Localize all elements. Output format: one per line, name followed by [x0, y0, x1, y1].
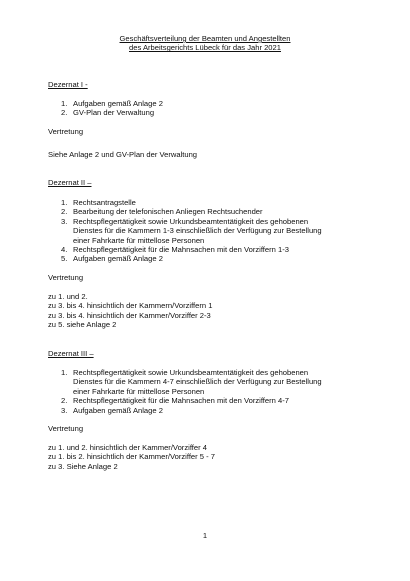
list-item-number: 2.: [61, 396, 68, 406]
list-item-text: Dienstes für die Kammern 4-7 einschließlich der Verfügung zur Bestellung: [73, 377, 322, 387]
dezernat-3-items: [48, 368, 378, 415]
dezernat-3-list: [48, 368, 378, 415]
dezernat-2-vertretung-lines: [48, 292, 378, 330]
vertretung-line: zu 1. und 2. hinsichtlich der Kammer/Vorziffer 4: [48, 443, 207, 452]
list-item-number: 5.: [61, 254, 68, 264]
list-item-text: Aufgaben gemäß Anlage 2: [73, 405, 163, 415]
dezernat-1-items: [48, 99, 378, 118]
list-item: [48, 99, 378, 108]
dezernat-1-vertretung-lines: [48, 150, 378, 159]
dezernat-1-list: [48, 99, 378, 118]
vertretung-line: zu 5. siehe Anlage 2: [48, 320, 117, 330]
dezernat-2-vertretung-label-block: [48, 273, 378, 282]
list-item-text: einer Fahrkarte für mittellose Personen: [73, 386, 205, 396]
page-number: 1: [202, 531, 208, 540]
dezernat-3-vertretung-label-block: [48, 424, 378, 433]
dezernat-3-vertretung-lines: [48, 443, 378, 471]
title-line-2: des Arbeitsgerichts Lübeck für das Jahr 2021: [129, 43, 281, 53]
dezernat-2-heading-block: [48, 178, 378, 187]
list-item: [48, 396, 378, 405]
list-item: [48, 217, 378, 245]
vertretung-line: Siehe Anlage 2 und GV-Plan der Verwaltung: [48, 150, 198, 159]
dezernat-3-heading: Dezernat III –: [48, 349, 94, 358]
list-item-text: Rechtspflegertätigkeit für die Mahnsachen mit den Vorziffern 1-3: [73, 245, 289, 255]
vertretung-line: zu 3. Siehe Anlage 2: [48, 461, 118, 471]
dezernat-2-heading: Dezernat II –: [48, 178, 92, 187]
list-item-number: 2.: [61, 207, 68, 217]
list-item: [48, 198, 378, 207]
vertretung-line: zu 3. bis 4. hinsichtlich der Kammern/Vorziffern 1: [48, 301, 213, 311]
list-item-text: Aufgaben gemäß Anlage 2: [73, 254, 163, 264]
list-item-number: 1.: [61, 198, 68, 207]
list-item: [48, 245, 378, 254]
vertretung-line: zu 1. und 2.: [48, 292, 88, 301]
title-line-1: Geschäftsverteilung der Beamten und Angestellten: [119, 34, 291, 43]
dezernat-1-vertretung-label: Vertretung: [48, 127, 84, 136]
dezernat-3-heading-block: [48, 349, 378, 358]
list-item: [48, 368, 378, 396]
list-item-text: Bearbeitung der telefonischen Anliegen Rechtsuchender: [73, 207, 263, 217]
list-item: [48, 207, 378, 216]
dezernat-2-vertretung-label: Vertretung: [48, 273, 84, 282]
list-item-text: Rechtspflegertätigkeit sowie Urkundsbeamtentätigkeit des gehobenen: [73, 216, 309, 226]
list-item-number: 1.: [61, 368, 68, 377]
list-item-number: 4.: [61, 245, 68, 255]
list-item-text: Dienstes für die Kammern 1-3 einschließlich der Verfügung zur Bestellung: [73, 226, 322, 236]
list-item-number: 2.: [61, 108, 68, 118]
list-item: [48, 406, 378, 415]
list-item-text: einer Fahrkarte für mittellose Personen: [73, 235, 205, 245]
list-item-number: 3.: [61, 216, 68, 226]
dezernat-1-heading-block: [48, 80, 378, 89]
list-item-number: 3.: [61, 405, 68, 415]
document-title: [0, 34, 410, 53]
dezernat-3-vertretung-label: Vertretung: [48, 424, 84, 433]
list-item-text: Rechtspflegertätigkeit für die Mahnsachen mit den Vorziffern 4-7: [73, 396, 289, 406]
vertretung-line: zu 3. bis 4. hinsichtlich der Kammer/Vorziffer 2-3: [48, 310, 211, 320]
list-item-text: Rechtspflegertätigkeit sowie Urkundsbeamtentätigkeit des gehobenen: [73, 368, 309, 377]
dezernat-2-list: [48, 198, 378, 264]
list-item: [48, 254, 378, 263]
list-item-text: GV-Plan der Verwaltung: [73, 108, 155, 118]
vertretung-line: zu 1. bis 2. hinsichtlich der Kammer/Vorziffer 5 - 7: [48, 452, 215, 462]
dezernat-1-heading: Dezernat I -: [48, 80, 88, 89]
list-item-text: Aufgaben gemäß Anlage 2: [73, 99, 163, 108]
dezernat-1-vertretung-label-block: [48, 127, 378, 136]
dezernat-2-items: [48, 198, 378, 264]
list-item: [48, 108, 378, 117]
list-item-text: Rechtsantragstelle: [73, 198, 136, 207]
list-item-number: 1.: [61, 99, 68, 108]
